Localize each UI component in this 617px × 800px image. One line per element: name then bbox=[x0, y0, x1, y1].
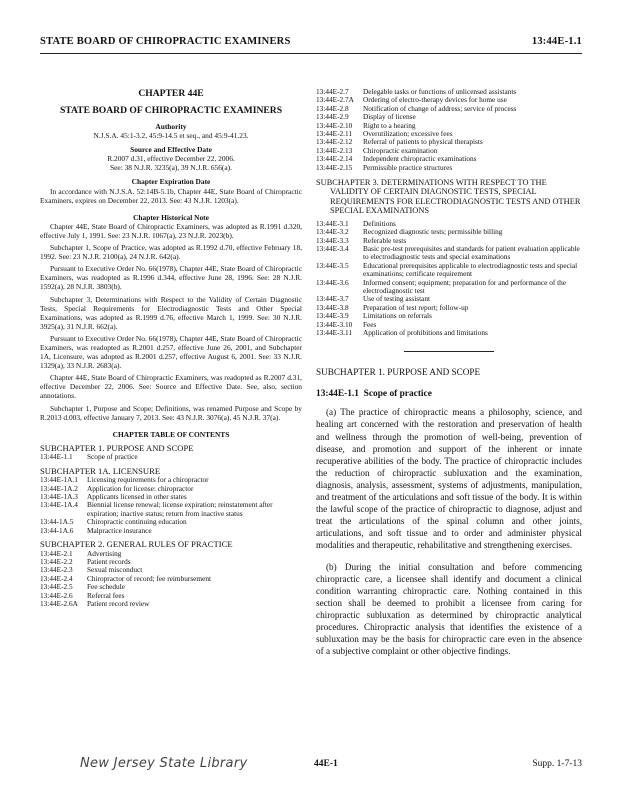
running-header bbox=[40, 36, 582, 54]
toc-entry bbox=[316, 164, 582, 172]
source-line-2: See: 38 N.J.R. 3235(a), 39 N.J.R. 656(a). bbox=[110, 163, 232, 173]
toc-entry bbox=[316, 113, 582, 121]
toc-entry bbox=[316, 312, 582, 320]
toc-text: Application for license: chiropractor bbox=[87, 483, 194, 493]
toc-text: Recognized diagnostic tests; permissible billing bbox=[363, 227, 503, 237]
toc-num: 13:44E-3.5 bbox=[316, 260, 349, 270]
paragraph-a: (a) The practice of chiropractic means a philosophy, science, and healing art concerned with the restoration and preservation of health and wellness through the promotion of well-being, prevention of disease, and promotion and support of the inherent or innate recuperative abilities of the body. The practice of chiropractic includes the reduction of chiropractic subluxation and the examination, diagnosis, analysis, assessment, systems of adjustments, manipulation, and treatment of the articulations and soft tissue of the body. It is within the lawful scope of the practice of chiropractic to diagnose, adjust and treat the articulations of the spinal column and other joints, articulations, and soft tissue and to order and administer physical modalities and therapeutic, rehabilitative and strengthening exercises. bbox=[316, 407, 582, 551]
toc-entry bbox=[316, 262, 582, 279]
toc-sub1a-list bbox=[40, 476, 302, 535]
toc-num: 13:44E-3.6 bbox=[316, 277, 349, 287]
supplement-date: Supp. 1-7-13 bbox=[532, 759, 582, 769]
toc-text: Use of testing assistant bbox=[363, 294, 431, 304]
source-heading: Source and Effective Date bbox=[130, 145, 212, 155]
toc-entry bbox=[40, 558, 302, 566]
toc-text: Display of license bbox=[363, 112, 416, 122]
toc-sub2-cont-list bbox=[316, 88, 582, 172]
toc-text: Fee schedule bbox=[87, 582, 125, 592]
toc-text: Independent chiropractic examinations bbox=[363, 154, 477, 164]
toc-num: 13:44E-1A.4 bbox=[40, 500, 78, 510]
toc-num: 13:44E-3.4 bbox=[316, 243, 349, 253]
toc-num: 13:44E-2.6 bbox=[40, 590, 73, 600]
toc-num: 13:44-1A.6 bbox=[40, 525, 74, 535]
toc-num: 13:44E-3.11 bbox=[316, 327, 353, 337]
toc-entry bbox=[40, 527, 302, 535]
paragraph-b: (b) During the initial consultation and before commencing chiropractic care, a licensee shall identify and document a clinical condition warranting chiropractic care. Nothing contained in this section shall be deemed to prohibit a licensee from caring for chiropractic subluxation as determined by chiropractic analytical procedures. Chiropractic analysis that identifies the existence of a subluxation may be the basis for chiropractic care even in the absence of a subjective complaint or other objective findings. bbox=[316, 561, 582, 657]
toc-text: Referable tests bbox=[363, 235, 407, 245]
toc-text: Malpractice insurance bbox=[87, 525, 152, 535]
toc-text: Applicants licensed in other states bbox=[87, 492, 187, 502]
toc-num: 13:44E-2.9 bbox=[316, 112, 349, 122]
toc-entry bbox=[40, 518, 302, 526]
toc-num: 13:44E-2.14 bbox=[316, 154, 353, 164]
history-note-5: Pursuant to Executive Order No. 66(1978), Chapter 44E, State Board of Chiropractic Examiners, was readopted as R.2001 d.257, effective June 26, 2001, and Subchapter 1A, Licensure, was adopted as R.2001 d.257, effective August 6, 2001. See: 33 N.J.R. 1329(a), 33 N.J.R. 2683(a). bbox=[40, 333, 302, 371]
history-note-7: Subchapter 1, Purpose and Scope; Definitions, was renamed Purpose and Scope by R.2013 d.003, effective January 7, 2013. See: 43 N.J.R. 3076(a), 45 N.J.R. 37(a). bbox=[40, 403, 302, 422]
history-note-6: Chapter 44E, State Board of Chiropractic Examiners, was readopted as R.2007 d.31, effective December 22, 2006. See: Source and Effective Date. See, also, section annotations. bbox=[40, 373, 302, 401]
source-line-1: R.2007 d.31, effective December 22, 2006. bbox=[107, 154, 235, 164]
toc-num: 13:44E-2.2 bbox=[40, 556, 73, 566]
chapter-title: CHAPTER 44E bbox=[138, 88, 204, 99]
toc-num: 13:44E-2.8 bbox=[316, 103, 349, 113]
toc-text: Chiropractic continuing education bbox=[87, 517, 187, 527]
history-note-2: Subchapter 1, Scope of Practice, was adopted as R.1992 d.70, effective February 18, 1992. See: 23 N.J.R. 2100(a), 24 N.J.R. 642(a). bbox=[40, 243, 302, 262]
toc-text: Chiropractic examination bbox=[363, 145, 438, 155]
toc-num: 13:44E-2.7 bbox=[316, 87, 349, 96]
authority-heading: Authority bbox=[155, 122, 187, 131]
header-title: STATE BOARD OF CHIROPRACTIC EXAMINERS bbox=[40, 36, 291, 47]
toc-entry bbox=[40, 575, 302, 583]
toc-sub2-title: SUBCHAPTER 2. GENERAL RULES OF PRACTICE bbox=[40, 539, 233, 550]
history-note-3: Pursuant to Executive Order No. 66(1978), Chapter 44E, State Board of Chiropractic Examiners, was readopted as R.1996 d.344, effective June 28, 1996. See: 28 N.J.R. 1592(a), 28 N.J.R. 3803(b). bbox=[40, 264, 302, 292]
toc-text: Delegable tasks or functions of unlicensed assistants bbox=[363, 87, 517, 96]
toc-text: Biennial license renewal; license expiration; reinstatement after expiration; inactive status; return from inactive status bbox=[87, 500, 273, 518]
toc-text: Scope of practice bbox=[87, 452, 138, 462]
toc-num: 13:44E-2.5 bbox=[40, 582, 73, 592]
toc-num: 13:44-1A.5 bbox=[40, 517, 74, 527]
toc-sub1a-title: SUBCHAPTER 1A. LICENSURE bbox=[40, 465, 161, 476]
toc-num: 13:44E-2.13 bbox=[316, 145, 353, 155]
history-heading: Chapter Historical Note bbox=[133, 212, 209, 222]
toc-text: Definitions bbox=[363, 218, 396, 228]
header-rule bbox=[40, 53, 582, 54]
toc-num: 13:44E-2.7A bbox=[316, 95, 354, 105]
toc-num: 13:44E-3.8 bbox=[316, 302, 349, 312]
history-note-1: Chapter 44E, State Board of Chiropractic Examiners, was adopted as R.1991 d.320, effective July 1, 1991. See: 23 N.J.R. 1067(a), 23 N.J.R. 2023(b). bbox=[40, 221, 302, 240]
toc-text: Referral of patients to physical therapists bbox=[363, 137, 483, 147]
toc-num: 13:44E-2.1 bbox=[40, 548, 73, 558]
expiration-text: In accordance with N.J.S.A. 52:14B-5.1b, Chapter 44E, State Board of Chiropractic Examiners, expires on December 22, 2013. See: 43 N.J.R. 1203(a). bbox=[40, 186, 302, 205]
toc-heading: CHAPTER TABLE OF CONTENTS bbox=[112, 429, 230, 439]
board-title: STATE BOARD OF CHIROPRACTIC EXAMINERS bbox=[59, 105, 283, 116]
toc-num: 13:44E-3.2 bbox=[316, 227, 349, 237]
toc-text: Permissible practice structures bbox=[363, 162, 453, 172]
toc-text: Preparation of test report; follow-up bbox=[363, 302, 469, 312]
toc-sub3-list bbox=[316, 220, 582, 338]
toc-text: Application of prohibitions and limitations bbox=[363, 327, 488, 337]
right-column bbox=[316, 88, 582, 657]
toc-entry bbox=[316, 138, 582, 146]
toc-entry bbox=[40, 550, 302, 558]
toc-num: 13:44E-1A.1 bbox=[40, 475, 78, 485]
section-divider bbox=[404, 351, 494, 352]
toc-text: Ordering of electro-therapy devices for home use bbox=[363, 95, 507, 105]
toc-text: Basic pre-test prerequisites and standards for patient evaluation applicable to electrodiagnostic tests and special examinations bbox=[363, 243, 580, 262]
toc-num: 13:44E-3.1 bbox=[316, 218, 349, 228]
toc-text: Limitations on referrals bbox=[363, 311, 432, 321]
toc-sub3-title: SUBCHAPTER 3. DETERMINATIONS WITH RESPECT TO THE VALIDITY OF CERTAIN DIAGNOSTIC TESTS, SPECIAL REQUIREMENTS FOR ELECTRODIAGNOSTIC TESTS AND OTHER SPECIAL EXAMINATIONS bbox=[316, 178, 581, 216]
toc-text: Referral fees bbox=[87, 590, 125, 600]
toc-text: Chiropractor of record; fee reimbursement bbox=[87, 573, 211, 583]
toc-text: Right to a hearing bbox=[363, 120, 416, 130]
toc-num: 13:44E-2.6A bbox=[40, 599, 78, 608]
toc-text: Overutilization; excessive fees bbox=[363, 129, 453, 139]
authority-text: N.J.S.A. 45:1-3.2, 45:9-14.5 et seq., and 45:9-41.23. bbox=[93, 131, 249, 141]
section-number: 13:44E-1.1 bbox=[316, 389, 359, 400]
toc-num: 13:44E-3.10 bbox=[316, 319, 353, 329]
toc-text: Patient record review bbox=[87, 599, 150, 608]
body-subchapter-title: SUBCHAPTER 1. PURPOSE AND SCOPE bbox=[316, 367, 481, 378]
toc-entry bbox=[316, 245, 582, 262]
toc-entry bbox=[40, 592, 302, 600]
toc-entry bbox=[40, 453, 302, 461]
toc-entry bbox=[40, 600, 302, 608]
toc-num: 13:44E-2.3 bbox=[40, 565, 73, 575]
toc-text: Informed consent; equipment; preparation for and performance of the electrodiagnostic test bbox=[363, 277, 567, 295]
toc-num: 13:44E-3.9 bbox=[316, 311, 349, 321]
toc-num: 13:44E-2.11 bbox=[316, 129, 353, 139]
header-section: 13:44E-1.1 bbox=[531, 36, 582, 47]
toc-num: 13:44E-1.1 bbox=[40, 452, 73, 462]
toc-num: 13:44E-1A.2 bbox=[40, 483, 78, 493]
toc-entry bbox=[316, 105, 582, 113]
toc-entry bbox=[316, 329, 582, 337]
toc-num: 13:44E-2.15 bbox=[316, 162, 353, 172]
toc-num: 13:44E-3.7 bbox=[316, 294, 349, 304]
toc-text: Educational prerequisites applicable to electrodiagnostic tests and special examinations; certificate requirement bbox=[363, 260, 578, 279]
history-note-4: Subchapter 3, Determinations with Respect to the Validity of Certain Diagnostic Tests, Special Requirements for Electrodiagnostic Tests and Other Special Examinations, was adopted as R.1999 d.76, effective March 1, 1999. See: 30 N.J.R. 3925(a), 31 N.J.R. 662(a). bbox=[40, 294, 302, 331]
toc-sub1-list bbox=[40, 453, 302, 461]
expiration-heading: Chapter Expiration Date bbox=[131, 177, 211, 187]
toc-num: 13:44E-2.4 bbox=[40, 573, 73, 583]
toc-sub2-list bbox=[40, 550, 302, 609]
toc-entry bbox=[316, 279, 582, 296]
section-heading bbox=[316, 388, 582, 400]
toc-text: Sexual misconduct bbox=[87, 565, 143, 575]
toc-num: 13:44E-2.10 bbox=[316, 120, 353, 130]
toc-text: Licensing requirements for a chiropractor bbox=[87, 475, 209, 485]
toc-entry bbox=[316, 304, 582, 312]
toc-entry bbox=[40, 583, 302, 591]
toc-text: Advertising bbox=[87, 548, 122, 558]
toc-text: Fees bbox=[363, 319, 377, 329]
page-number: 44E-1 bbox=[314, 759, 338, 769]
toc-text: Notification of change of address; service of process bbox=[363, 103, 517, 113]
library-watermark: New Jersey State Library bbox=[80, 756, 248, 771]
toc-num: 13:44E-3.3 bbox=[316, 235, 349, 245]
toc-entry bbox=[316, 228, 582, 236]
toc-num: 13:44E-1A.3 bbox=[40, 492, 78, 502]
section-title: Scope of practice bbox=[363, 389, 432, 400]
page-footer bbox=[40, 756, 582, 780]
toc-num: 13:44E-2.12 bbox=[316, 137, 353, 147]
toc-sub1-title: SUBCHAPTER 1. PURPOSE AND SCOPE bbox=[40, 442, 194, 453]
left-column bbox=[40, 88, 302, 608]
toc-text: Patient records bbox=[87, 556, 131, 566]
toc-entry bbox=[40, 501, 302, 518]
